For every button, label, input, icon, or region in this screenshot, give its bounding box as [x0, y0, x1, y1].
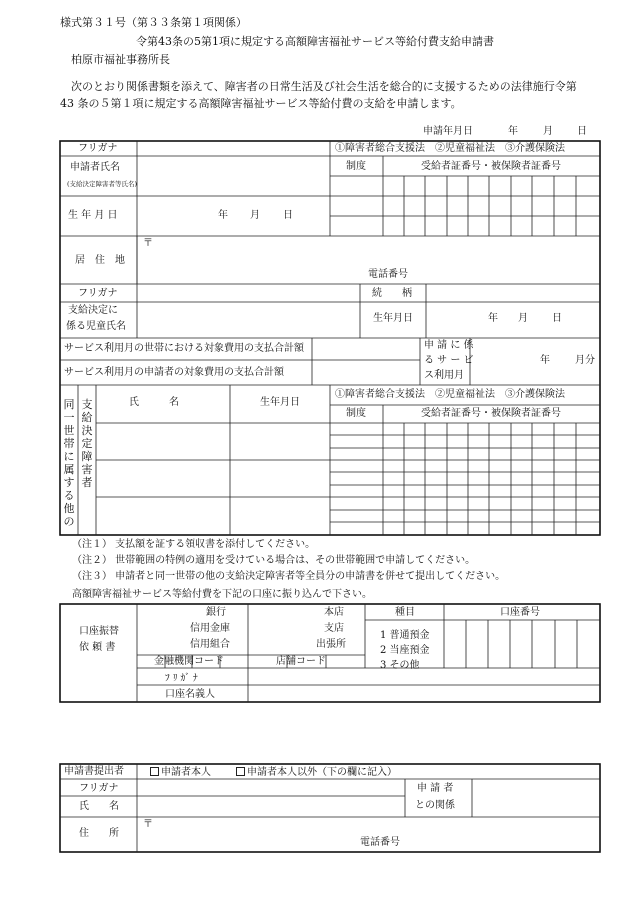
account-number-header: 口座番号 [500, 607, 540, 618]
bank-lead: 高額障害福祉サービス等給付費を下記の口座に振り込んで下さい。 [72, 589, 372, 600]
dob-day: 日 [283, 210, 293, 221]
child-name-label-2: 係る児童氏名 [66, 321, 126, 332]
submitter-furigana-label: フリガナ [79, 783, 119, 794]
branch-code-label: 店舗コード [276, 656, 326, 667]
intro-line-1: 次のとおり関係書類を添えて、障害者の日常生活及び社会生活を総合的に支援するための法律施行令第 [71, 80, 577, 93]
account-type-toza: 2 当座預金 [380, 645, 430, 656]
others-dob-header: 生年月日 [260, 397, 300, 408]
household-total-label: サービス利用月の世帯における対象費用の支払合計額 [64, 343, 304, 354]
submitter-postal: 〒 [143, 819, 153, 830]
others-name-header: 氏 名 [129, 397, 179, 408]
submitter-address-label: 住 所 [79, 828, 119, 839]
submitter-relation-2: との関係 [415, 800, 455, 811]
branch-type-shiten: 支店 [324, 623, 344, 634]
others-side-label-2: 支給決定障害者 [81, 398, 93, 489]
address-postal: 〒 [143, 238, 153, 249]
note-1: （注１） 支払額を証する領収書を添付してください。 [72, 539, 316, 550]
applicant-furigana-label: フリガナ [78, 143, 118, 154]
application-date-year: 年 [508, 126, 518, 137]
bank-type-shinkin: 信用金庫 [190, 623, 230, 634]
intro-line-2: 43 条の５第１項に規定する高額障害福祉サービス等給付費の支給を申請します。 [60, 97, 462, 110]
dob-year: 年 [218, 210, 228, 221]
account-type-futsu: 1 普通預金 [380, 630, 430, 641]
applicant-name-label: 申請者氏名 [70, 162, 120, 173]
service-year: 年 [540, 355, 550, 366]
service-month-label-1: 申 請 に 係 [424, 340, 474, 351]
addressee: 柏原市福祉事務所長 [71, 53, 170, 66]
application-date-month: 月 [543, 126, 553, 137]
bank-label-2: 依 頼 書 [79, 642, 116, 653]
application-date-label: 申請年月日 [423, 126, 473, 137]
account-type-other: 3 その他 [380, 660, 420, 671]
note-2: （注２） 世帯範囲の特例の適用を受けている場合は、その世帯範囲で申請してください。 [72, 555, 476, 566]
account-holder-label: 口座名義人 [165, 689, 215, 700]
relation-label: 続 柄 [372, 288, 412, 299]
dob-label: 生 年 月 日 [68, 210, 118, 221]
submitter-label: 申請書提出者 [64, 766, 124, 777]
child-dob-month: 月 [518, 313, 528, 324]
applicant-name-note: (支給決定障害者等氏名) [67, 180, 138, 188]
account-type-header: 種目 [395, 607, 415, 618]
service-month-label-2: る サ ー ビ [424, 355, 474, 366]
bank-type-kumiai: 信用組合 [190, 639, 230, 650]
phone-label: 電話番号 [368, 269, 408, 280]
bank-code-label: 金融機関コード [154, 656, 224, 667]
law-options: ①障害者総合支援法 ②児童福祉法 ③介護保険法 [335, 143, 565, 154]
checkbox-icon[interactable] [150, 767, 159, 776]
child-dob-day: 日 [552, 313, 562, 324]
service-month: 月分 [575, 355, 595, 366]
submitter-other-label: 申請者本人以外（下の欄に記入） [247, 767, 397, 778]
branch-type-shucho: 出張所 [316, 639, 346, 650]
branch-type-honten: 本店 [324, 607, 344, 618]
applicant-total-label: サービス利用月の申請者の対象費用の支払合計額 [64, 367, 284, 378]
note-3: （注３） 申請者と同一世帯の他の支給決定障害者等全員分の申請書を併せて提出してください。 [72, 571, 506, 582]
dob-month: 月 [250, 210, 260, 221]
submitter-relation-1: 申 請 者 [417, 783, 454, 794]
bank-type-bank: 銀行 [206, 607, 226, 618]
submitter-other-option[interactable] [236, 767, 397, 778]
application-date-day: 日 [577, 126, 587, 137]
submitter-name-label: 氏 名 [79, 801, 119, 812]
submitter-phone-label: 電話番号 [360, 837, 400, 848]
holder-furigana-label: ﾌ ﾘ ｶﾞ ﾅ [165, 673, 198, 684]
others-system-header: 制度 [346, 408, 366, 419]
child-dob-year: 年 [488, 313, 498, 324]
others-insured-number-header: 受給者証番号・被保険者証番号 [421, 408, 561, 419]
bank-label-1: 口座振替 [79, 626, 119, 637]
child-dob-label: 生年月日 [373, 313, 413, 324]
others-side-label: 同一世帯に属する他の [63, 398, 75, 528]
form-title: 令第43条の5第1項に規定する高額障害福祉サービス等給付費支給申請書 [136, 35, 494, 48]
form-number: 様式第３１号（第３３条第１項関係） [60, 16, 247, 29]
submitter-self-option[interactable] [150, 767, 211, 778]
insured-number-header: 受給者証番号・被保険者証番号 [421, 161, 561, 172]
child-name-label-1: 支給決定に [68, 305, 118, 316]
address-label: 居 住 地 [75, 255, 125, 266]
checkbox-icon[interactable] [236, 767, 245, 776]
submitter-self-label: 申請者本人 [161, 767, 211, 778]
others-law-options: ①障害者総合支援法 ②児童福祉法 ③介護保険法 [335, 389, 565, 400]
system-header: 制度 [346, 161, 366, 172]
child-furigana-label: フリガナ [78, 288, 118, 299]
service-month-label-3: ス利用月 [424, 370, 464, 381]
